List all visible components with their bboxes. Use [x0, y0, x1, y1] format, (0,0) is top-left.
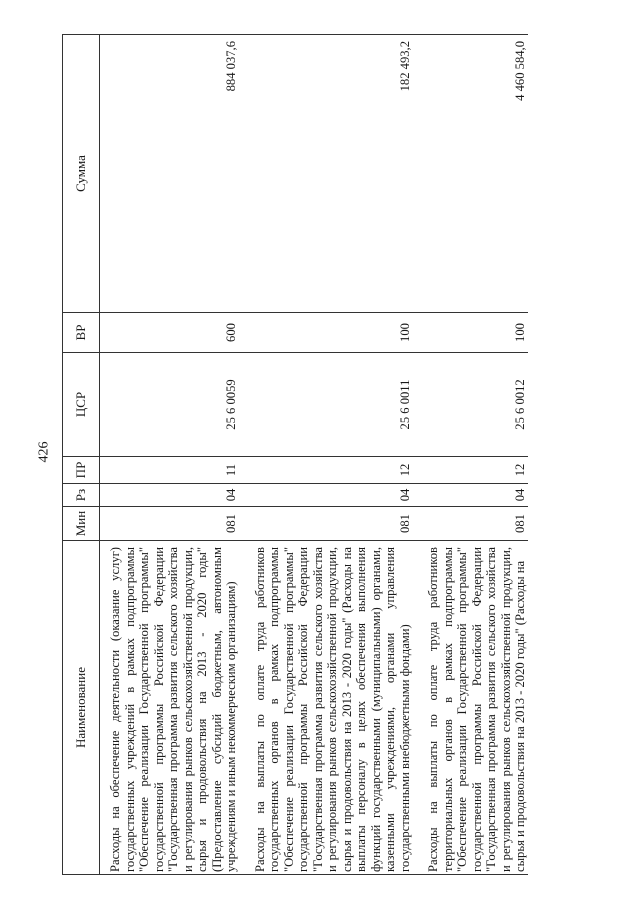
- table-row: [100, 35, 245, 875]
- row-sum: 182 493,2: [245, 35, 419, 313]
- header-min: Мин: [63, 507, 100, 541]
- header-sum: Сумма: [63, 35, 100, 313]
- header-pr: ПР: [63, 457, 100, 484]
- row-csr: 25 6 0011: [245, 353, 419, 457]
- row-rz: 04: [245, 484, 419, 507]
- row-name: Расходы на обеспечение деятельности (оказание услуг) государственных учреждений в рамках подпрограммы "Обеспечение реализации Государственной программы" государственной программы Российской Федерации "Государственная программа развития сельского хозяйства и регулирования рынков сельскохозяйственной продукции, сырья и продовольствия на 2013 - 2020 годы" (Предоставление субсидий бюджетным, автономным учреждениям и иным некоммерческим организациям): [100, 541, 245, 875]
- row-pr: 11: [100, 457, 245, 484]
- table-row: [418, 35, 528, 875]
- table-row: [245, 35, 419, 875]
- row-name: Расходы на выплаты по оплате труда работников государственных органов в рамках подпрограммы "Обеспечение реализации Государственной программы" государственной программы Российской Федерации "Государственная программа развития сельского хозяйства и регулирования рынков сельскохозяйственной продукции, сырья и продовольствия на 2013 - 2020 годы" (Расходы на выплаты персоналу в целях обеспечения выполнения функций государственными (муниципальными) органами, казенными учреждениями, органами управления государственными внебюджетными фондами): [245, 541, 419, 875]
- row-pr: 12: [245, 457, 419, 484]
- page-number: 426: [36, 441, 52, 463]
- row-rz: 04: [418, 484, 528, 507]
- row-pr: 12: [418, 457, 528, 484]
- header-csr: ЦСР: [63, 353, 100, 457]
- row-csr: 25 6 0012: [418, 353, 528, 457]
- row-csr: 25 6 0059: [100, 353, 245, 457]
- table-header-row: [63, 35, 100, 875]
- row-min: 081: [100, 507, 245, 541]
- header-vr: ВР: [63, 313, 100, 353]
- row-min: 081: [245, 507, 419, 541]
- row-name: Расходы на выплаты по оплате труда работников территориальных органов в рамках подпрограммы "Обеспечение реализации Государственной программы" государственной программы Российской Федерации "Государственная программа развития сельского хозяйства и регулирования рынков сельскохозяйственной продукции, сырья и продовольствия на 2013 - 2020 годы" (Расходы на: [418, 541, 528, 875]
- header-rz: Рз: [63, 484, 100, 507]
- header-name: Наименование: [63, 541, 100, 875]
- row-rz: 04: [100, 484, 245, 507]
- row-vr: 100: [245, 313, 419, 353]
- row-sum: 4 460 584,0: [418, 35, 528, 313]
- row-vr: 600: [100, 313, 245, 353]
- row-vr: 100: [418, 313, 528, 353]
- row-min: 081: [418, 507, 528, 541]
- row-sum: 884 037,6: [100, 35, 245, 313]
- rotated-page-content: [62, 30, 622, 875]
- budget-table: [62, 34, 528, 875]
